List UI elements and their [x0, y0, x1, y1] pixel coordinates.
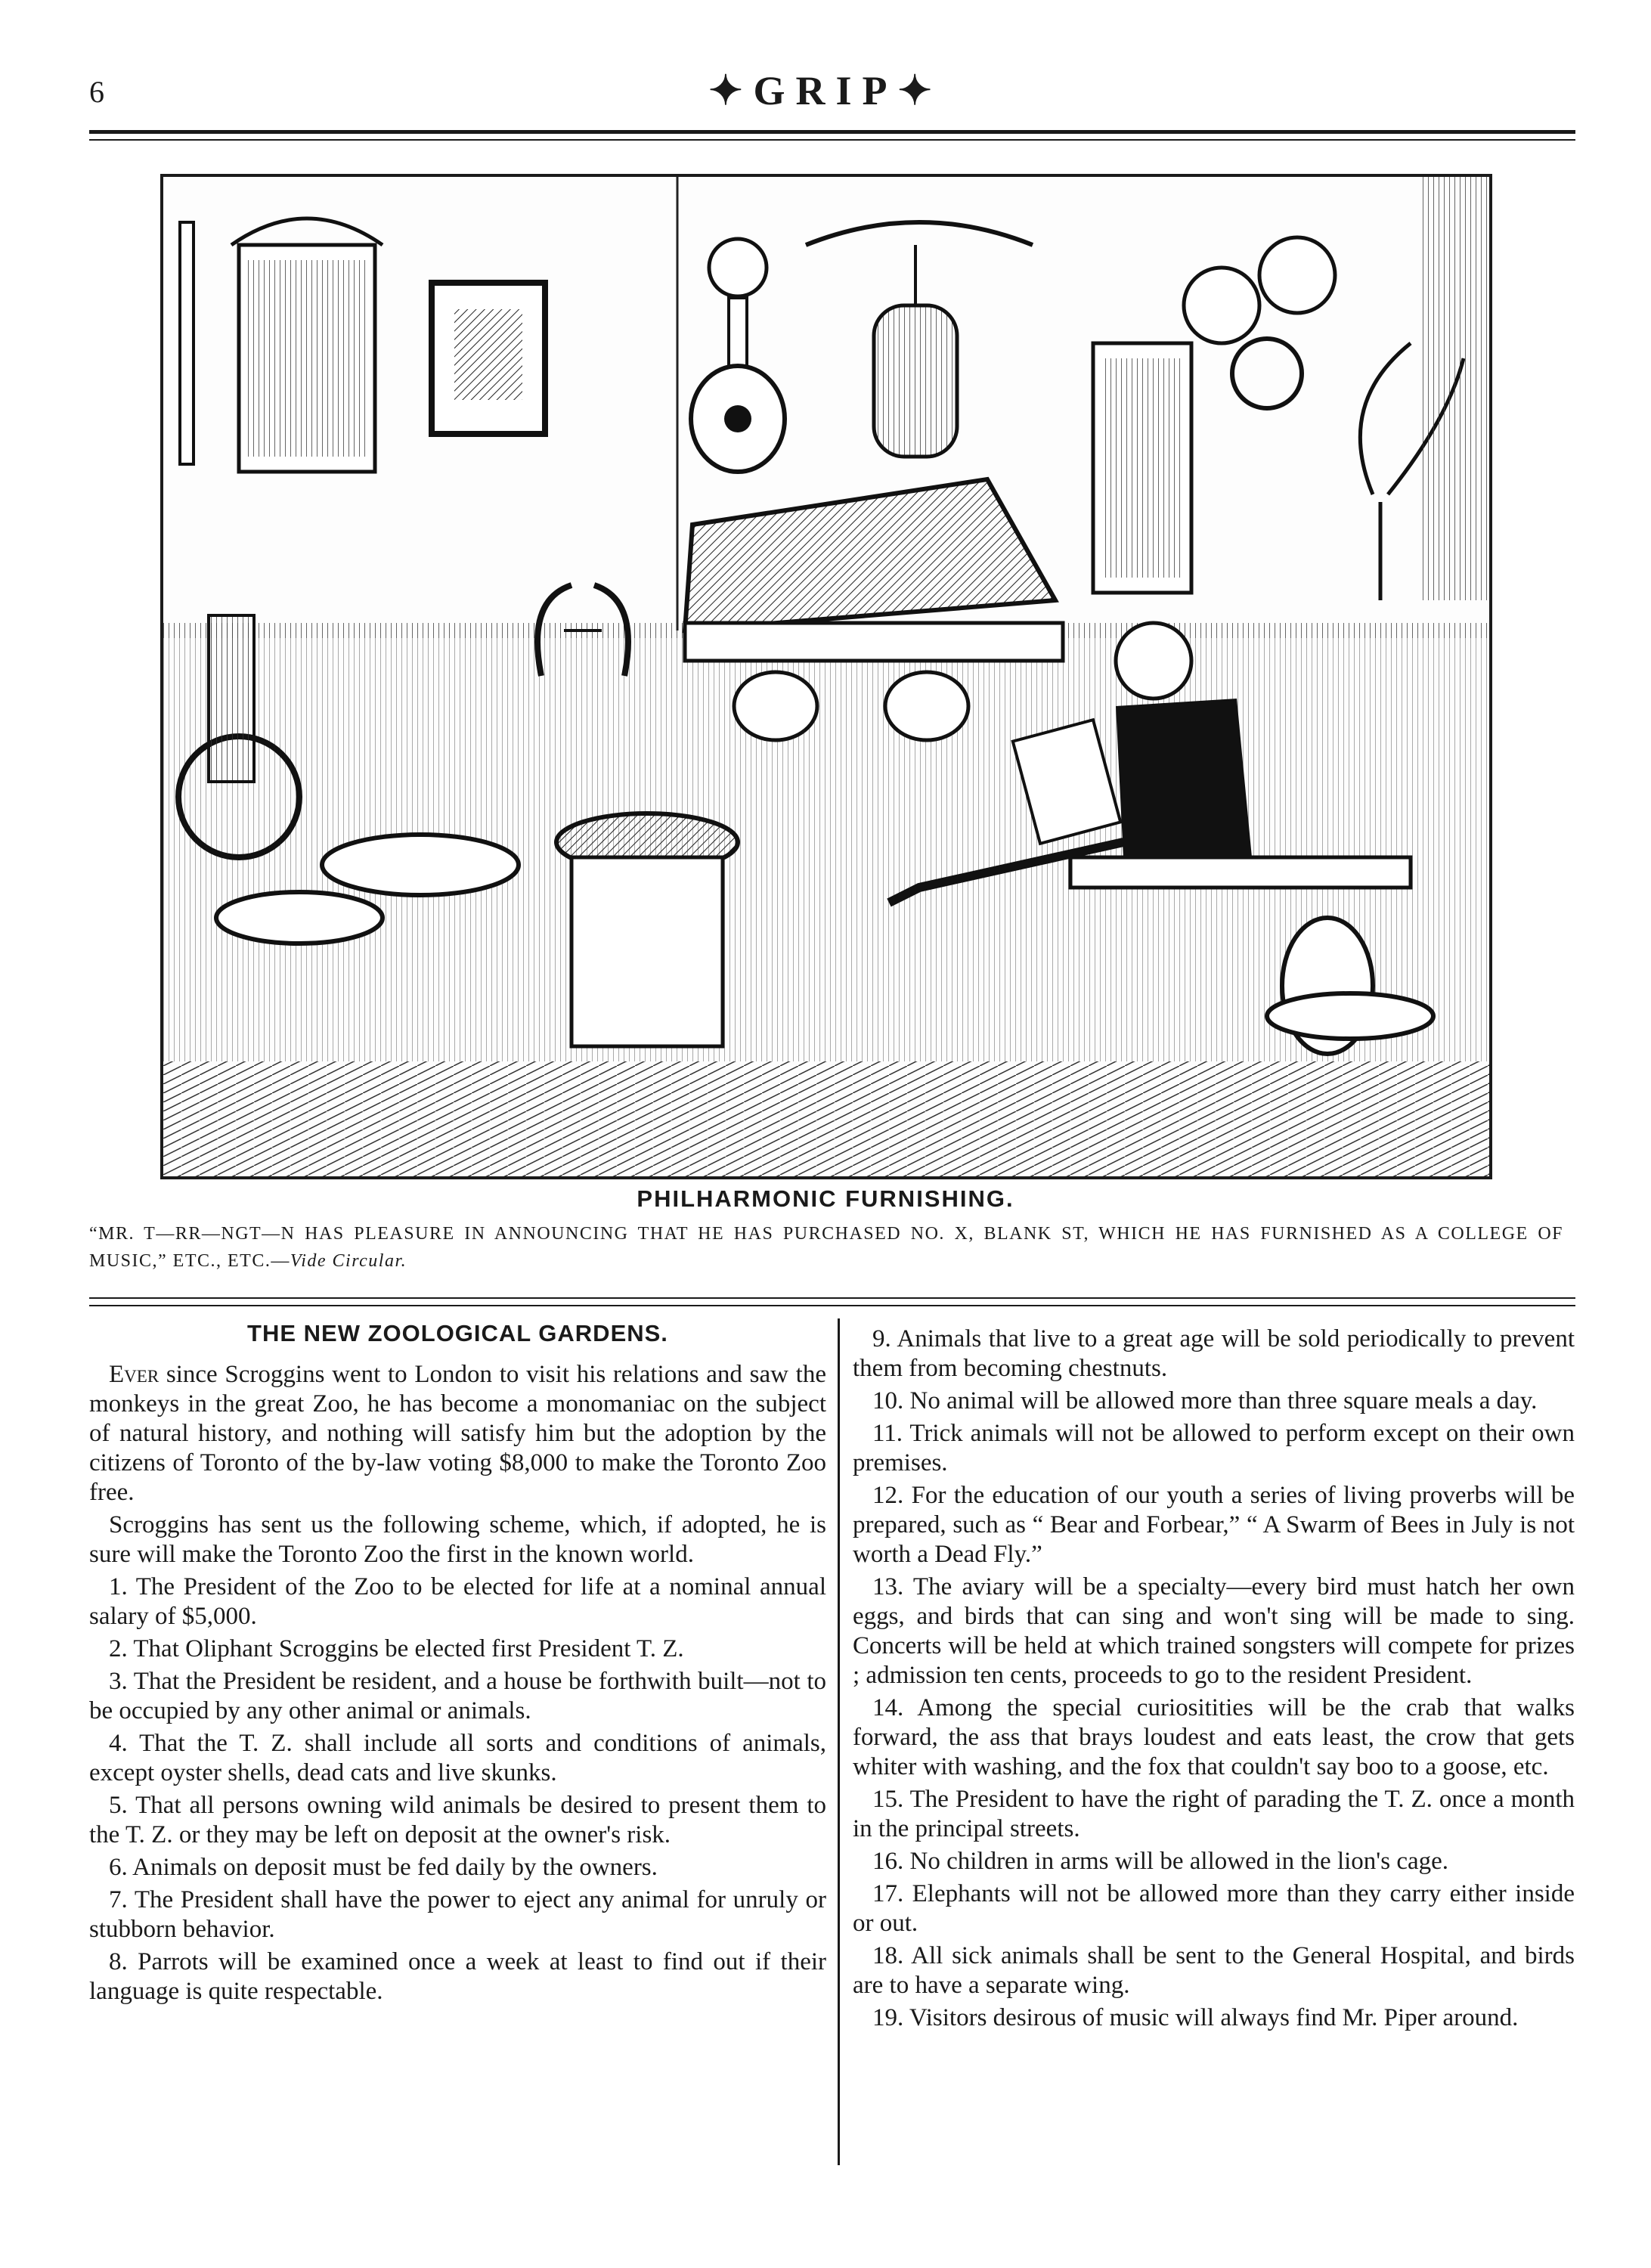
organ-cabinet-drawing [231, 218, 383, 472]
cartoon-illustration [160, 174, 1492, 1179]
article-item-7: 7. The President shall have the power to eject any animal for unruly or stubborn behavior. [89, 1886, 826, 1943]
article-item-2: 2. That Oliphant Scroggins be elected first President T. Z. [109, 1635, 684, 1662]
article-item-14: 14. Among the special curiositities will be the crab that walks forward, the ass that brays loudest and eats least, the crow that gets whiter with washing, and the fox that couldn't say boo to a goose, etc. [853, 1694, 1575, 1780]
caption-rule-bottom [89, 1305, 1575, 1306]
article-item-17: 17. Elephants will not be allowed more than they carry either inside or out. [853, 1880, 1575, 1937]
article-item-8: 8. Parrots will be examined once a week at least to find out if their language is quite respectable. [89, 1948, 826, 2005]
caption-rule-top [89, 1297, 1575, 1299]
article-item-16: 16. No children in arms will be allowed in the lion's cage. [872, 1848, 1449, 1875]
article-item-4: 4. That the T. Z. shall include all sorts and conditions of animals, except oyster shells, dead cats and live skunks. [89, 1730, 826, 1786]
article-item-10: 10. No animal will be allowed more than three square meals a day. [872, 1387, 1538, 1414]
caption-quote: “MR. T—RR—NGT—N HAS PLEASURE IN ANNOUNCING THAT HE HAS PURCHASED NO. X, BLANK ST, WHICH HE HAS FURNISHED AS A COLLEGE OF MUSIC,” ETC., ETC.— [89, 1224, 1563, 1271]
illustration-caption-text [89, 1220, 1563, 1275]
article-item-9: 9. Animals that live to a great age will be sold periodically to prevent them from becoming chestnuts. [853, 1325, 1575, 1382]
article-title: THE NEW ZOOLOGICAL GARDENS. [247, 1320, 668, 1346]
article-left-column [89, 1318, 826, 2009]
page-number: 6 [89, 75, 104, 109]
header-rule-top [89, 130, 1575, 134]
article-item-5: 5. That all persons owning wild animals be desired to present them to the T. Z. or they may be left on deposit at the owner's risk. [89, 1792, 826, 1848]
article-item-13: 13. The aviary will be a specialty—every bird must hatch her own eggs, and birds that can sing and won't sing will be made to sing. Concerts will be held at which trained songsters will compete for prizes ; admission ten cents, proceeds to go to the resident President. [853, 1573, 1575, 1689]
masthead-title: ✦GRIP✦ [708, 68, 943, 113]
article-item-3: 3. That the President be resident, and a house be forthwith built—not to be occupied by any other animal or animals. [89, 1668, 826, 1724]
intro-lead-word: Ever [109, 1361, 160, 1388]
header-rule-bottom [89, 139, 1575, 141]
article-item-11: 11. Trick animals will not be allowed to perform except on their own premises. [853, 1420, 1575, 1476]
illustration-caption-title: PHILHARMONIC FURNISHING. [637, 1185, 1014, 1212]
article-intro-paragraph [89, 1360, 826, 1507]
article-item-15: 15. The President to have the right of parading the T. Z. once a month in the principal streets. [853, 1786, 1575, 1842]
intro-body: since Scroggins went to London to visit his relations and saw the monkeys in the great Zoo, he has become a monomaniac on the subject of natural history, and nothing will satisfy him but the adoption by the citizens of Toronto of the by-law voting $8,000 to make the Toronto Zoo free. [89, 1361, 826, 1506]
article-item-18: 18. All sick animals shall be sent to the General Hospital, and birds are to have a separate wing. [853, 1942, 1575, 1999]
article-item-12: 12. For the education of our youth a series of living proverbs will be prepared, such as “ Bear and Forbear,” “ A Swarm of Bees in July is not worth a Dead Fly.” [853, 1482, 1575, 1568]
bookcase-drawing [1093, 343, 1191, 593]
article-item-6: 6. Animals on deposit must be fed daily by the owners. [109, 1854, 658, 1881]
article-intro-paragraph-2: Scroggins has sent us the following scheme, which, if adopted, he is sure will make the Toronto Zoo the first in the known world. [89, 1511, 826, 1568]
article-item-1: 1. The President of the Zoo to be elected for life at a nominal annual salary of $5,000. [89, 1573, 826, 1630]
article-right-column [853, 1325, 1575, 2036]
cartoon-drawing [163, 177, 1489, 1176]
article-item-19: 19. Visitors desirous of music will always find Mr. Piper around. [872, 2004, 1519, 2031]
portrait-frame-drawing [432, 283, 545, 434]
column-divider [838, 1318, 840, 2165]
caption-source: Vide Circular. [290, 1251, 407, 1271]
